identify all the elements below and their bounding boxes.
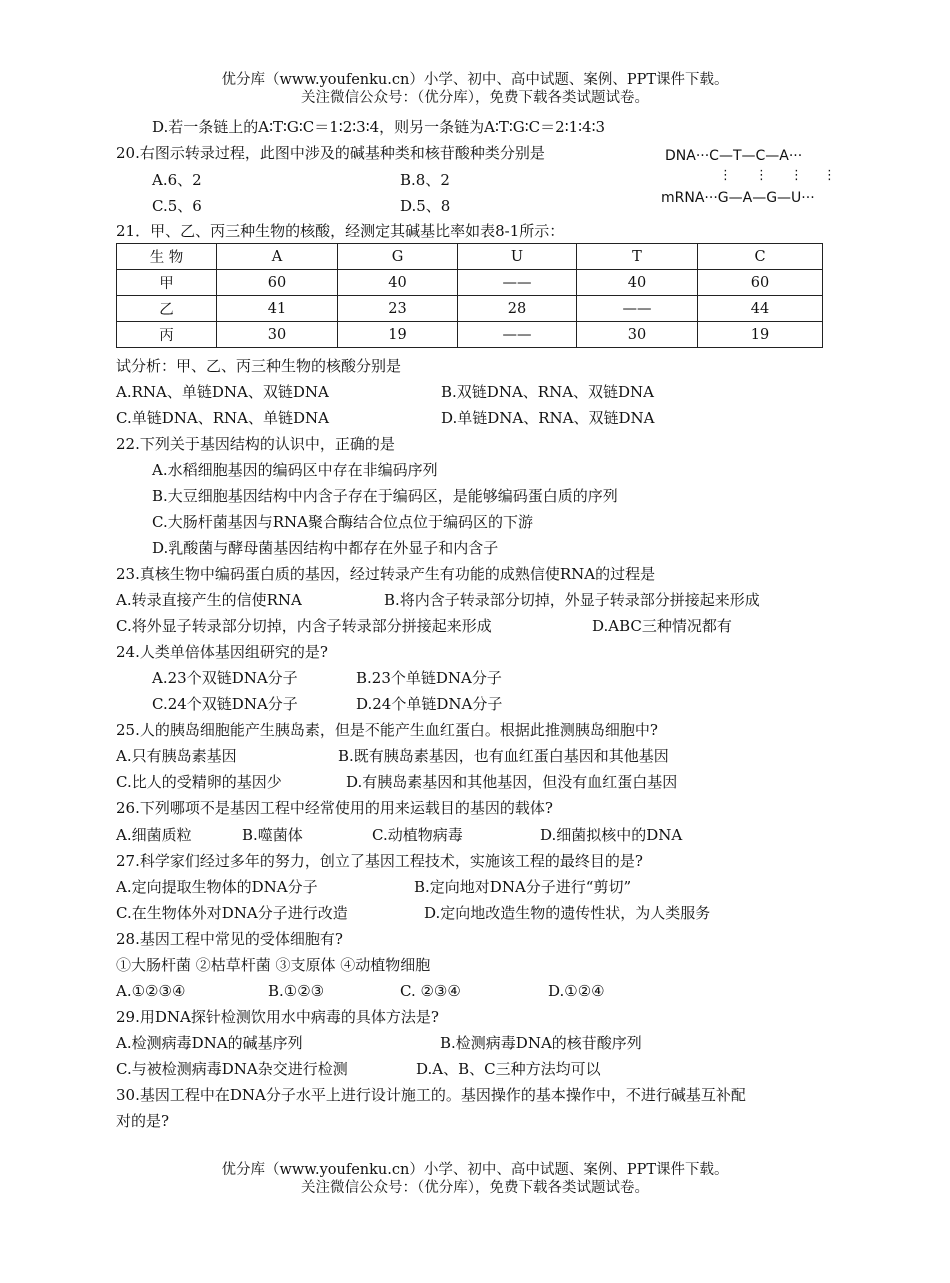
q28-stem: 28.基因工程中常见的受体细胞有?: [116, 930, 343, 948]
q24-option-d: D.24个单链DNA分子: [356, 695, 503, 713]
q28-option-d: D.①②④: [548, 982, 605, 1000]
q28-option-a: A.①②③④: [116, 982, 186, 1000]
table-cell: 甲: [117, 270, 217, 296]
q26-option-b: B.噬菌体: [242, 826, 303, 844]
q28-items: ①大肠杆菌 ②枯草杆菌 ③支原体 ④动植物细胞: [116, 956, 431, 974]
table-row: [117, 270, 823, 296]
q21-option-d: D.单链DNA、RNA、双链DNA: [441, 409, 655, 427]
q26-option-c: C.动植物病毒: [372, 826, 463, 844]
table-cell: 乙: [117, 296, 217, 322]
table-cell: ——: [577, 296, 698, 322]
q20-option-a: A.6、2: [152, 171, 202, 189]
table-header-row: [117, 244, 823, 270]
q24-stem: 24.人类单倍体基因组研究的是?: [116, 643, 328, 661]
table-header-cell: T: [577, 244, 698, 270]
footer-line-2: 关注微信公众号：（优分库），免费下载各类试题试卷。: [301, 1180, 649, 1196]
table-header-cell: C: [698, 244, 823, 270]
q29-option-b: B.检测病毒DNA的核苷酸序列: [440, 1034, 642, 1052]
q29-option-d: D.A、B、C三种方法均可以: [416, 1060, 601, 1078]
base-ratio-table: [116, 243, 823, 348]
q30-stem-line-1: 30.基因工程中在DNA分子水平上进行设计施工的。基因操作的基本操作中，不进行碱基互补配: [116, 1086, 746, 1104]
q20-option-c: C.5、6: [152, 197, 202, 215]
q20-option-d: D.5、8: [400, 197, 451, 215]
q25-option-b: B.既有胰岛素基因，也有血红蛋白基因和其他基因: [338, 747, 669, 765]
q22-option-c: C.大肠杆菌基因与RNA聚合酶结合位点位于编码区的下游: [152, 513, 533, 531]
hydrogen-bond: ⋮: [719, 168, 732, 183]
q23-option-a: A.转录直接产生的信使RNA: [116, 591, 302, 609]
q29-option-c: C.与被检测病毒DNA杂交进行检测: [116, 1060, 348, 1078]
table-cell: 30: [217, 322, 338, 348]
table-cell: 丙: [117, 322, 217, 348]
q21-analysis: 试分析：甲、乙、丙三种生物的核酸分别是: [116, 357, 402, 375]
table-row: [117, 296, 823, 322]
dna-strand: DNA···C—T—C—A···: [665, 148, 803, 164]
q25-option-d: D.有胰岛素基因和其他基因，但没有血红蛋白基因: [346, 773, 678, 791]
hydrogen-bond: ⋮: [823, 168, 836, 183]
q30-stem-line-2: 对的是?: [116, 1112, 170, 1130]
q27-stem: 27.科学家们经过多年的努力，创立了基因工程技术，实施该工程的最终目的是?: [116, 852, 643, 870]
table-cell: 40: [577, 270, 698, 296]
q24-option-a: A.23个双链DNA分子: [152, 669, 298, 687]
header-line-1: 优分库（www.youfenku.cn）小学、初中、高中试题、案例、PPT课件下载。: [221, 72, 729, 88]
table-cell: 60: [217, 270, 338, 296]
table-cell: 28: [458, 296, 577, 322]
q26-option-a: A.细菌质粒: [116, 826, 192, 844]
q28-option-b: B.①②③: [268, 982, 325, 1000]
q28-option-c: C. ②③④: [400, 982, 461, 1000]
transcription-diagram: [661, 146, 865, 208]
table-cell: 60: [698, 270, 823, 296]
table-header-cell: U: [458, 244, 577, 270]
q29-option-a: A.检测病毒DNA的碱基序列: [116, 1034, 303, 1052]
q21-stem: 21．甲、乙、丙三种生物的核酸，经测定其碱基比率如表8-1所示：: [116, 222, 565, 240]
q27-option-d: D.定向地改造生物的遗传性状，为人类服务: [424, 904, 711, 922]
table-cell: 30: [577, 322, 698, 348]
header-line-2: 关注微信公众号：（优分库），免费下载各类试题试卷。: [301, 90, 649, 106]
table-cell: 41: [217, 296, 338, 322]
table-cell: ——: [458, 270, 577, 296]
page-footer: [0, 1161, 950, 1197]
table-row: [117, 322, 823, 348]
q23-option-c: C.将外显子转录部分切掉，内含子转录部分拼接起来形成: [116, 617, 492, 635]
q27-option-c: C.在生物体外对DNA分子进行改造: [116, 904, 348, 922]
table-cell: ——: [458, 322, 577, 348]
q24-option-b: B.23个单链DNA分子: [356, 669, 502, 687]
q23-option-b: B.将内含子转录部分切掉，外显子转录部分拼接起来形成: [384, 591, 760, 609]
q21-option-b: B.双链DNA、RNA、双链DNA: [441, 383, 655, 401]
q20-option-b: B.8、2: [400, 171, 450, 189]
page-header: [0, 71, 950, 107]
table-header-cell: A: [217, 244, 338, 270]
q25-option-c: C.比人的受精卵的基因少: [116, 773, 282, 791]
q22-option-d: D.乳酸菌与酵母菌基因结构中都存在外显子和内含子: [152, 539, 499, 557]
q23-stem: 23.真核生物中编码蛋白质的基因，经过转录产生有功能的成熟信使RNA的过程是: [116, 565, 656, 583]
q26-stem: 26.下列哪项不是基因工程中经常使用的用来运载目的基因的载体?: [116, 799, 553, 817]
q23-option-d: D.ABC三种情况都有: [592, 617, 732, 635]
table-header-cell: G: [338, 244, 458, 270]
table-header-cell: 生 物: [117, 244, 217, 270]
table-cell: 19: [698, 322, 823, 348]
q21-option-c: C.单链DNA、RNA、单链DNA: [116, 409, 329, 427]
table-cell: 40: [338, 270, 458, 296]
q25-option-a: A.只有胰岛素基因: [116, 747, 237, 765]
q19-option-d: D.若一条链上的A∶T∶G∶C＝1∶2∶3∶4，则另一条链为A∶T∶G∶C＝2∶1∶4∶3: [152, 118, 606, 136]
table-cell: 44: [698, 296, 823, 322]
q26-option-d: D.细菌拟核中的DNA: [540, 826, 683, 844]
q27-option-b: B.定向地对DNA分子进行“剪切”: [414, 878, 632, 896]
q29-stem: 29.用DNA探针检测饮用水中病毒的具体方法是?: [116, 1008, 439, 1026]
footer-line-1: 优分库（www.youfenku.cn）小学、初中、高中试题、案例、PPT课件下载。: [221, 1162, 729, 1178]
q22-option-b: B.大豆细胞基因结构中内含子存在于编码区，是能够编码蛋白质的序列: [152, 487, 618, 505]
q22-option-a: A.水稻细胞基因的编码区中存在非编码序列: [152, 461, 438, 479]
table-cell: 23: [338, 296, 458, 322]
q27-option-a: A.定向提取生物体的DNA分子: [116, 878, 318, 896]
q25-stem: 25.人的胰岛细胞能产生胰岛素，但是不能产生血红蛋白。根据此推测胰岛细胞中?: [116, 721, 658, 739]
mrna-strand: mRNA···G—A—G—U···: [661, 190, 815, 206]
hydrogen-bond: ⋮: [790, 168, 803, 183]
q20-stem: 20.右图示转录过程，此图中涉及的碱基种类和核苷酸种类分别是: [116, 144, 545, 162]
q21-option-a: A.RNA、单链DNA、双链DNA: [116, 383, 329, 401]
table-cell: 19: [338, 322, 458, 348]
q22-stem: 22.下列关于基因结构的认识中，正确的是: [116, 435, 395, 453]
hydrogen-bond: ⋮: [755, 168, 768, 183]
q24-option-c: C.24个双链DNA分子: [152, 695, 298, 713]
